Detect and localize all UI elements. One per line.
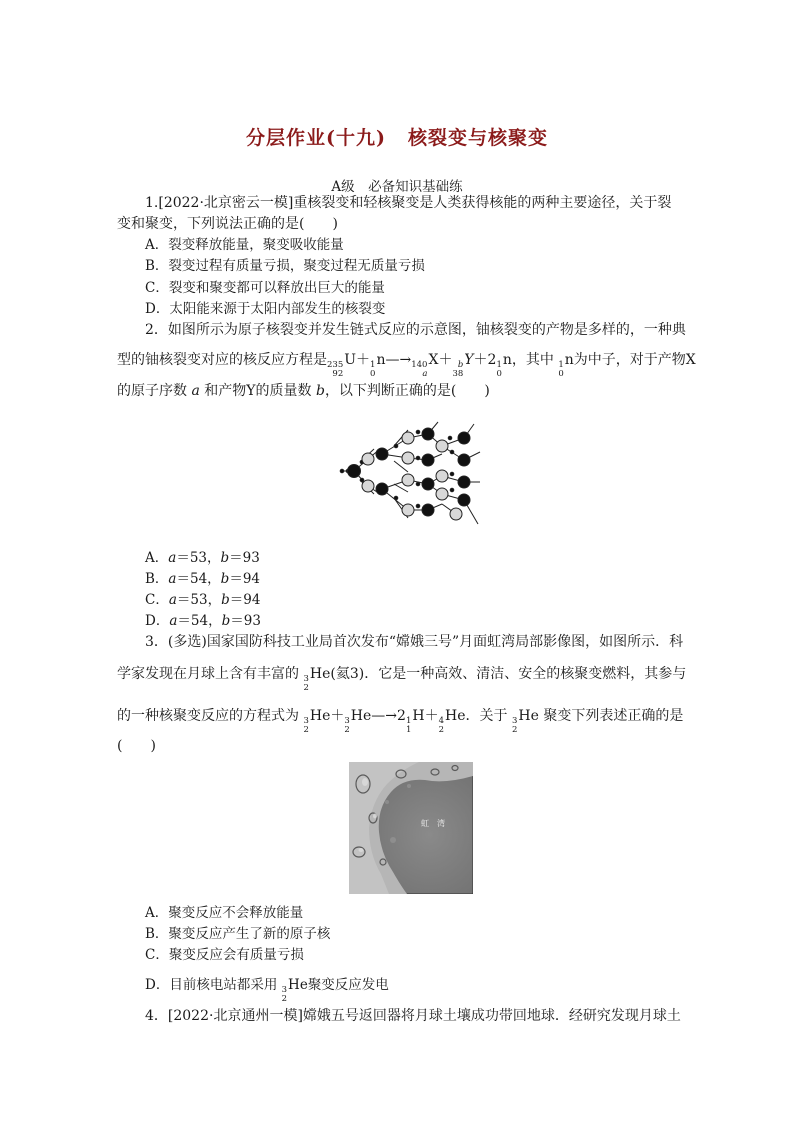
q1-line2: 变和聚变，下列说法正确的是( ) bbox=[117, 216, 338, 232]
section-heading: A级 必备知识基础练 bbox=[331, 179, 463, 195]
reaction-arrow: —→ bbox=[385, 352, 412, 368]
nuclide-neutron: 1 0 n bbox=[496, 352, 512, 379]
q3-option-b: B．聚变反应产生了新的原子核 bbox=[145, 926, 331, 942]
nuclide-u235: 235 92 U bbox=[327, 352, 357, 379]
q2-option-c: C．a＝53，b＝94 bbox=[145, 592, 261, 608]
q2-option-d: D．a＝54，b＝93 bbox=[145, 613, 261, 629]
q3-line4: ( ) bbox=[117, 738, 156, 754]
q3-line1: 3．(多选)国家国防科技工业局首次发布“嫦娥三号”月面虹湾局部影像图，如图所示．科 bbox=[145, 634, 684, 650]
q1-line1: 1.[2022·北京密云一模]重核裂变和轻核聚变是人类获得核能的两种主要途径，关于裂 bbox=[145, 195, 672, 211]
q2-line1: 2．如图所示为原子核裂变并发生链式反应的示意图，铀核裂变的产物是多样的，一种典 bbox=[145, 322, 686, 338]
nuclide-he3: 3 2 He bbox=[344, 708, 372, 735]
q3-line2: 学家发现在月球上含有丰富的 3 2 He(氦3)．它是一种高效、清洁、安全的核聚变燃料，其参与 bbox=[117, 666, 687, 693]
nuclide-y: b 38 Y bbox=[452, 352, 474, 379]
chain-reaction-diagram bbox=[334, 414, 490, 534]
q1-option-c: C．裂变和聚变都可以释放出巨大的能量 bbox=[145, 280, 385, 296]
q3-option-c: C．聚变反应会有质量亏损 bbox=[145, 947, 304, 963]
q2-line2: 型的铀核裂变对应的核反应方程是 235 92 U＋ 1 0 n—→ 140 a X＋ b 38 Y＋2 1 0 n，其中 1 0 n为中子，对于产物X bbox=[117, 352, 696, 379]
q3-option-a: A．聚变反应不会释放能量 bbox=[145, 905, 304, 921]
q1-option-b: B．裂变过程有质量亏损，聚变过程无质量亏损 bbox=[145, 258, 425, 274]
nuclide-neutron: 1 0 n bbox=[558, 352, 574, 379]
q2-line3: 的原子序数 a 和产物Y的质量数 b，以下判断正确的是( ) bbox=[117, 383, 490, 399]
q3-line3: 的一种核聚变反应的方程式为 3 2 He＋ 3 2 He—→2 1 1 H＋ 4 2 He．关于 3 2 He 聚变下列表述正确的是 bbox=[117, 708, 684, 735]
nuclide-he3: 3 2 He bbox=[281, 977, 308, 1004]
q1-option-d: D．太阳能来源于太阳内部发生的核裂变 bbox=[145, 301, 386, 317]
nuclide-he4: 4 2 He bbox=[438, 708, 466, 735]
nuclide-he3: 3 2 He bbox=[303, 666, 331, 693]
page-title bbox=[0, 123, 794, 150]
moon-label: 虹 湾 bbox=[421, 819, 445, 828]
q2-line2-text: 型的铀核裂变对应的核反应方程是 bbox=[117, 352, 327, 368]
q4-line1: 4．[2022·北京通州一模]嫦娥五号返回器将月球土壤成功带回地球．经研究发现月球土 bbox=[145, 1008, 681, 1024]
q3-option-d: D．目前核电站都采用 3 2 He聚变反应发电 bbox=[145, 977, 389, 1004]
nuclide-he3: 3 2 He bbox=[511, 708, 539, 735]
title-part-right: 核裂变与核聚变 bbox=[407, 127, 548, 149]
q2-option-b: B．a＝54，b＝94 bbox=[145, 571, 261, 587]
nuclide-he3: 3 2 He bbox=[303, 708, 331, 735]
nuclide-h1: 1 1 H bbox=[405, 708, 425, 735]
moon-surface-image bbox=[349, 762, 473, 894]
q2-option-a: A．a＝53，b＝93 bbox=[145, 550, 260, 566]
title-part-left: 分层作业(十九) bbox=[246, 127, 386, 149]
q1-option-a: A．裂变释放能量，聚变吸收能量 bbox=[145, 237, 344, 253]
nuclide-x: 140 a X bbox=[411, 352, 439, 379]
nuclide-neutron: 1 0 n bbox=[370, 352, 386, 379]
